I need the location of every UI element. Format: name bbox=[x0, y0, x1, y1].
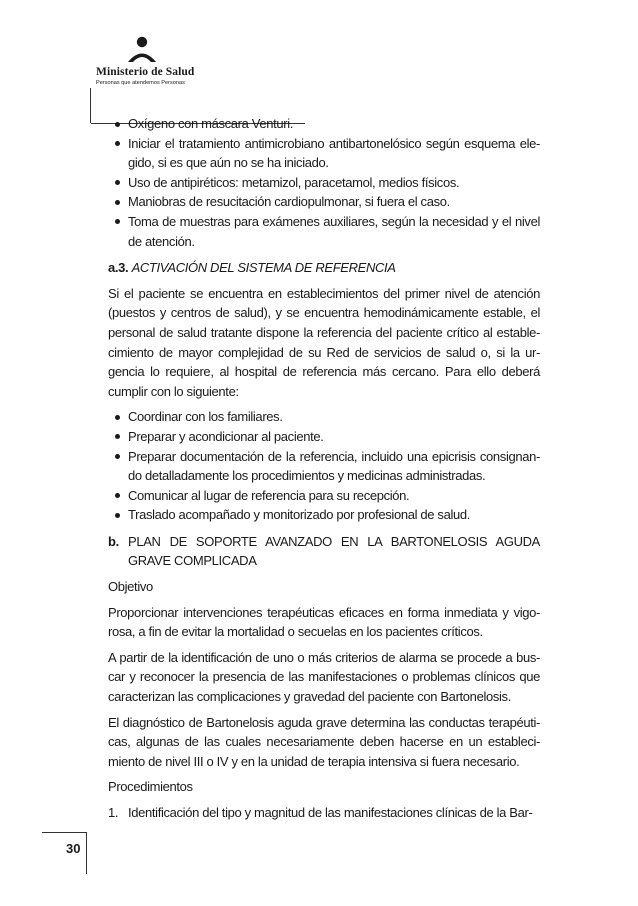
list-item: Oxígeno con máscara Venturi. bbox=[108, 114, 540, 134]
objetivo-paragraph: Proporcionar intervenciones terapéuticas eficaces en forma inmediata y vigo-rosa, a fin de evitar la mortalidad o secuelas en los pacientes críticos. bbox=[108, 604, 540, 640]
header-rule-vertical bbox=[90, 88, 91, 123]
list-item: Comunicar al lugar de referencia para su recepción. bbox=[108, 486, 540, 506]
section-number: b. bbox=[108, 533, 119, 549]
alarm-criteria-paragraph: A partir de la identificación de uno o más criterios de alarma se procede a bus-car y reconocer la presencia de las manifestaciones o problemas clínicos que caracterizan las complicaciones y gravedad del paciente con Bartonelosis. bbox=[108, 649, 540, 705]
list-item: Iniciar el tratamiento antimicrobiano antibartonelósico según esquema ele-gido, si es que aún no se ha iniciado. bbox=[108, 134, 540, 173]
procedimientos-label: Procedimientos bbox=[108, 779, 193, 795]
diagnosis-paragraph: El diagnóstico de Bartonelosis aguda grave determina las conductas terapéuti-cas, algunas de las cuales necesariamente deben hacerse en un estableci-miento de nivel III o IV y en la unidad de terapia intensiva si fuera necesario. bbox=[108, 714, 540, 769]
list-item: Maniobras de resucitación cardiopulmonar, si fuera el caso. bbox=[108, 192, 540, 212]
procedure-text: Identificación del tipo y magnitud de las manifestaciones clínicas de la Bar- bbox=[128, 805, 533, 820]
logo-subtitle: Personas que atendemos Personas bbox=[96, 80, 185, 86]
list-item: Uso de antipiréticos: metamizol, paracetamol, medios físicos. bbox=[108, 173, 540, 193]
list-item: Traslado acompañado y monitorizado por profesional de salud. bbox=[108, 505, 540, 525]
section-number: a.3. bbox=[108, 260, 129, 276]
section-heading-b bbox=[108, 532, 540, 571]
referral-bullet-list bbox=[108, 407, 540, 525]
procedure-number: 1. bbox=[108, 805, 119, 820]
footer-rule-vertical bbox=[86, 832, 87, 874]
page-content bbox=[108, 114, 540, 823]
list-item: Coordinar con los familiares. bbox=[108, 407, 540, 427]
logo-title: Ministerio de Salud bbox=[96, 66, 195, 78]
section-title: ACTIVACIÓN DEL SISTEMA DE REFERENCIA bbox=[131, 260, 396, 276]
list-item: Preparar documentación de la referencia, incluido una epicrisis consignan-do detalladamente los procedimientos y medicinas administradas. bbox=[108, 447, 540, 486]
procedure-item bbox=[108, 803, 540, 823]
page-header bbox=[90, 36, 310, 92]
treatment-bullet-list bbox=[108, 114, 540, 251]
section-title: PLAN DE SOPORTE AVANZADO EN LA BARTONELOSIS AGUDA GRAVE COMPLICADA bbox=[128, 533, 540, 569]
list-item: Preparar y acondicionar al paciente. bbox=[108, 427, 540, 447]
footer-rule-horizontal bbox=[42, 832, 86, 833]
referral-paragraph: Si el paciente se encuentra en establecimientos del primer nivel de atención (puestos y centros de salud), y se encuentra hemodinámicamente estable, el personal de salud tratante dispone la referencia del paciente crítico al estable-cimiento de mayor complejidad de su Red de servicios de salud o, si la ur-gencia lo requiere, al hospital de referencia más cercano. Para ello deberá cumplir con lo siguiente: bbox=[108, 285, 540, 399]
page-number: 30 bbox=[66, 841, 81, 856]
list-item: Toma de muestras para exámenes auxiliares, según la necesidad y el nivel de atención. bbox=[108, 212, 540, 251]
ministry-logo-icon bbox=[126, 36, 158, 66]
section-heading-a3 bbox=[108, 258, 540, 278]
objetivo-label: Objetivo bbox=[108, 579, 153, 595]
